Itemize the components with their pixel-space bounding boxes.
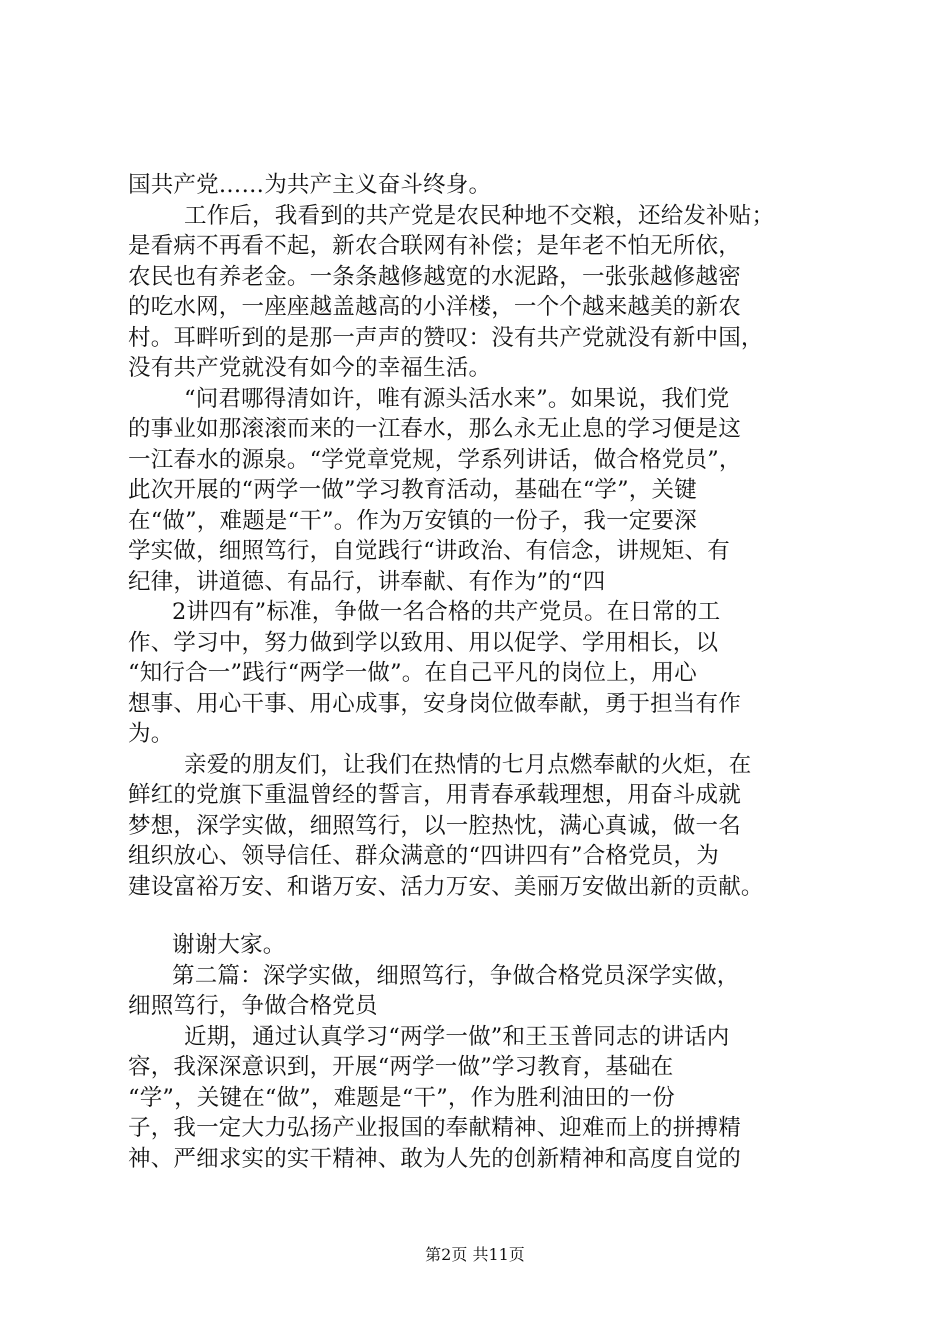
text-line: 纪律，讲道德、有品行，讲奉献、有作为”的“四 — [128, 568, 606, 595]
text-line: “知行合一”践行“两学一做”。在自己平凡的岗位上，用心 — [128, 660, 697, 686]
text-line: 神、严细求实的实干精神、敢为人先的创新精神和高度自觉的 — [128, 1145, 741, 1172]
text-line: 2讲四有”标准，争做一名合格的共产党员。在日常的工 — [172, 599, 721, 625]
text-line: 鲜红的党旗下重温曾经的誓言，用青春承载理想，用奋斗成就 — [128, 782, 741, 808]
text-line: 工作后，我看到的共产党是农民种地不交粮，还给发补贴； — [184, 202, 775, 229]
text-line: 是看病不再看不起，新农合联网有补偿；是年老不怕无所依， — [128, 233, 741, 259]
text-line: 组织放心、领导信任、群众满意的“四讲四有”合格党员，为 — [128, 843, 719, 869]
text-line: “问君哪得清如许，唯有源头活水来”。如果说，我们党 — [184, 385, 730, 412]
section-heading: 第二篇：深学实做，细照笃行，争做合格党员深学实做， — [172, 962, 740, 989]
text-line: 的吃水网，一座座越盖越高的小洋楼，一个个越来越美的新农 — [128, 294, 741, 320]
text-line: 亲爱的朋友们，让我们在热情的七月点燃奉献的火炬，在 — [184, 751, 752, 778]
paragraph-gap — [128, 902, 858, 930]
page-number-footer: 第2页 共11页 — [425, 1245, 525, 1264]
text-line: 国共产党……为共产主义奋斗终身。 — [128, 172, 492, 198]
text-line: 的事业如那滚滚而来的一江春水，那么永无止息的学习便是这 — [128, 416, 741, 442]
section-heading: 细照笃行，争做合格党员 — [128, 993, 378, 1019]
text-line: 农民也有养老金。一条条越修越宽的水泥路，一张张越修越密 — [128, 263, 741, 290]
text-line: 在“做”，难题是“干”。作为万安镇的一份子，我一定要深 — [128, 507, 697, 534]
text-line: 作、学习中，努力做到学以致用、用以促学、学用相长，以 — [128, 629, 719, 656]
text-line: 近期，通过认真学习“两学一做”和王玉普同志的讲话内 — [184, 1023, 730, 1050]
text-line: 为。 — [128, 721, 174, 747]
text-line: 谢谢大家。 — [172, 932, 286, 958]
text-line: 此次开展的“两学一做”学习教育活动，基础在“学”，关键 — [128, 477, 697, 503]
text-line: 学实做，细照笃行，自觉践行“讲政治、有信念，讲规矩、有 — [128, 538, 730, 564]
text-line: “学”，关键在“做”，难题是“干”，作为胜利油田的一份 — [128, 1084, 675, 1111]
text-line: 建设富裕万安、和谐万安、活力万安、美丽万安做出新的贡献。 — [128, 873, 764, 900]
text-line: 一江春水的源泉。“学党章党规，学系列讲话，做合格党员”， — [128, 446, 742, 473]
text-line: 子，我一定大力弘扬产业报国的奉献精神、迎难而上的拼搏精 — [128, 1115, 741, 1141]
text-line: 没有共产党就没有如今的幸福生活。 — [128, 355, 492, 381]
text-line: 想事、用心干事、用心成事，安身岗位做奉献，勇于担当有作 — [128, 690, 741, 717]
text-line: 村。耳畔听到的是那一声声的赞叹：没有共产党就没有新中国， — [128, 324, 764, 351]
text-line: 梦想，深学实做，细照笃行，以一腔热忱，满心真诚，做一名 — [128, 812, 741, 839]
document-body — [128, 170, 858, 1174]
text-line: 容，我深深意识到，开展“两学一做”学习教育，基础在 — [128, 1054, 674, 1080]
